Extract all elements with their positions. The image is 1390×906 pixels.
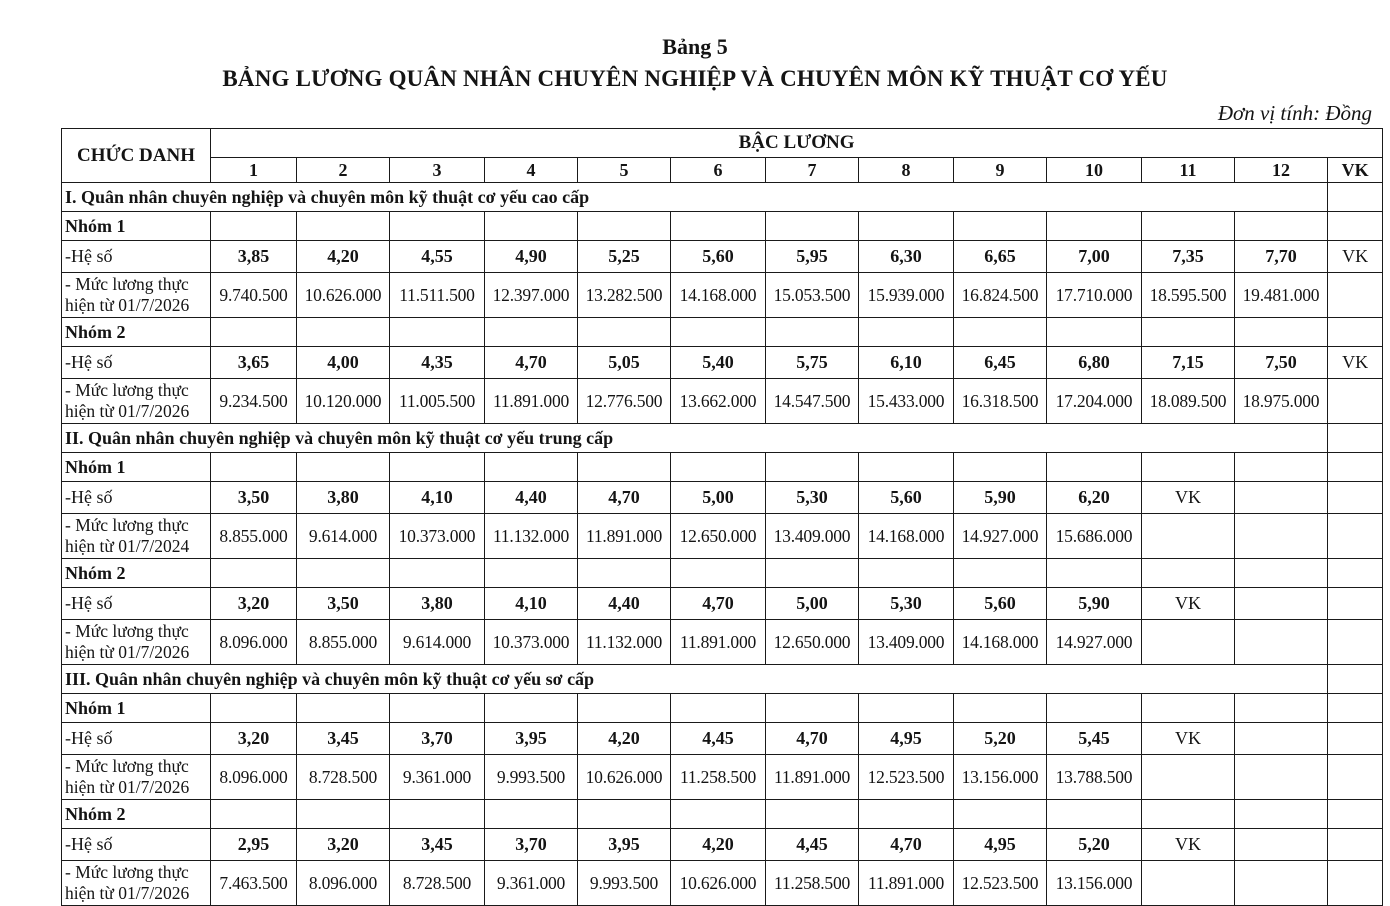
empty-cell <box>1328 694 1383 723</box>
section-row <box>62 183 1383 212</box>
empty-cell <box>297 453 390 482</box>
header-step: 2 <box>297 158 390 183</box>
coefficient-cell: VK <box>1142 723 1235 755</box>
salary-cell <box>1235 755 1328 800</box>
coefficient-cell: 3,80 <box>390 588 485 620</box>
salary-cell <box>1328 273 1383 318</box>
coefficient-cell: 5,40 <box>671 347 766 379</box>
coefficient-cell: 4,70 <box>485 347 578 379</box>
empty-cell <box>766 318 859 347</box>
salary-table <box>61 128 1383 906</box>
salary-cell: 13.409.000 <box>859 620 954 665</box>
empty-cell <box>390 800 485 829</box>
salary-cell: 13.282.500 <box>578 273 671 318</box>
empty-cell <box>211 800 297 829</box>
empty-cell <box>1047 800 1142 829</box>
empty-cell <box>1047 694 1142 723</box>
empty-cell <box>766 453 859 482</box>
coefficient-cell: 7,70 <box>1235 241 1328 273</box>
empty-cell <box>297 559 390 588</box>
salary-cell: 9.993.500 <box>578 861 671 906</box>
salary-cell: 8.728.500 <box>390 861 485 906</box>
coefficient-cell: 6,45 <box>954 347 1047 379</box>
coefficient-label: -Hệ số <box>62 829 211 861</box>
empty-cell <box>578 559 671 588</box>
salary-cell: 11.258.500 <box>766 861 859 906</box>
header-step: 12 <box>1235 158 1328 183</box>
salary-cell: 10.373.000 <box>390 514 485 559</box>
empty-cell <box>485 453 578 482</box>
empty-cell <box>1235 559 1328 588</box>
salary-cell <box>1328 620 1383 665</box>
salary-label: - Mức lương thực hiện từ 01/7/2026 <box>62 620 211 665</box>
salary-cell: 11.891.000 <box>485 379 578 424</box>
coefficient-cell: 4,70 <box>859 829 954 861</box>
salary-cell <box>1328 514 1383 559</box>
empty-cell <box>1142 694 1235 723</box>
empty-cell <box>390 694 485 723</box>
unit-note: Đơn vị tính: Đồng <box>1217 101 1372 125</box>
empty-cell <box>1328 453 1383 482</box>
coefficient-row <box>62 723 1383 755</box>
empty-cell <box>671 559 766 588</box>
coefficient-cell: 4,40 <box>578 588 671 620</box>
empty-cell <box>1142 318 1235 347</box>
coefficient-cell: 3,45 <box>390 829 485 861</box>
empty-cell <box>1328 212 1383 241</box>
empty-cell <box>485 694 578 723</box>
salary-label: - Mức lương thực hiện từ 01/7/2026 <box>62 755 211 800</box>
salary-cell: 11.132.000 <box>578 620 671 665</box>
empty-cell <box>1328 665 1383 694</box>
section-title: II. Quân nhân chuyên nghiệp và chuyên môn kỹ thuật cơ yếu trung cấp <box>62 424 1328 453</box>
coefficient-cell: 3,65 <box>211 347 297 379</box>
header-step: 1 <box>211 158 297 183</box>
salary-cell: 14.927.000 <box>954 514 1047 559</box>
empty-cell <box>859 212 954 241</box>
empty-cell <box>954 800 1047 829</box>
salary-cell: 17.710.000 <box>1047 273 1142 318</box>
salary-cell: 11.511.500 <box>390 273 485 318</box>
group-row <box>62 694 1383 723</box>
coefficient-cell: 5,75 <box>766 347 859 379</box>
coefficient-cell: 6,80 <box>1047 347 1142 379</box>
salary-cell: 12.523.500 <box>859 755 954 800</box>
coefficient-cell: 5,60 <box>859 482 954 514</box>
empty-cell <box>1142 212 1235 241</box>
header-step: 3 <box>390 158 485 183</box>
empty-cell <box>766 212 859 241</box>
empty-cell <box>766 559 859 588</box>
header-step: VK <box>1328 158 1383 183</box>
group-label: Nhóm 1 <box>62 212 211 241</box>
salary-cell: 12.776.500 <box>578 379 671 424</box>
header-step: 9 <box>954 158 1047 183</box>
salary-cell: 10.373.000 <box>485 620 578 665</box>
coefficient-cell: 5,20 <box>1047 829 1142 861</box>
empty-cell <box>578 318 671 347</box>
salary-cell: 14.927.000 <box>1047 620 1142 665</box>
table-body <box>62 183 1383 906</box>
salary-cell <box>1142 861 1235 906</box>
empty-cell <box>954 453 1047 482</box>
coefficient-cell: 3,20 <box>211 723 297 755</box>
salary-cell: 12.523.500 <box>954 861 1047 906</box>
coefficient-cell: VK <box>1328 241 1383 273</box>
coefficient-cell: 5,90 <box>954 482 1047 514</box>
coefficient-cell: 4,70 <box>671 588 766 620</box>
coefficient-cell: 4,70 <box>578 482 671 514</box>
empty-cell <box>390 212 485 241</box>
salary-cell: 9.234.500 <box>211 379 297 424</box>
salary-cell: 10.626.000 <box>671 861 766 906</box>
coefficient-cell: 5,05 <box>578 347 671 379</box>
salary-cell: 11.132.000 <box>485 514 578 559</box>
salary-cell: 14.168.000 <box>671 273 766 318</box>
coefficient-cell <box>1235 829 1328 861</box>
salary-cell <box>1235 861 1328 906</box>
salary-cell: 9.614.000 <box>390 620 485 665</box>
coefficient-cell: 5,95 <box>766 241 859 273</box>
salary-cell <box>1328 861 1383 906</box>
coefficient-cell: 4,95 <box>954 829 1047 861</box>
salary-cell: 8.855.000 <box>297 620 390 665</box>
group-label: Nhóm 1 <box>62 694 211 723</box>
section-row <box>62 424 1383 453</box>
group-row <box>62 212 1383 241</box>
salary-row <box>62 620 1383 665</box>
coefficient-cell: 3,80 <box>297 482 390 514</box>
group-row <box>62 318 1383 347</box>
salary-cell: 9.993.500 <box>485 755 578 800</box>
salary-cell <box>1328 755 1383 800</box>
coefficient-cell: 3,50 <box>211 482 297 514</box>
coefficient-label: -Hệ số <box>62 723 211 755</box>
page-title: BẢNG LƯƠNG QUÂN NHÂN CHUYÊN NGHIỆP VÀ CHUYÊN MÔN KỸ THUẬT CƠ YẾU <box>222 66 1168 91</box>
header-step: 11 <box>1142 158 1235 183</box>
coefficient-cell <box>1235 723 1328 755</box>
section-row <box>62 665 1383 694</box>
coefficient-cell: 3,70 <box>485 829 578 861</box>
salary-cell: 11.891.000 <box>578 514 671 559</box>
empty-cell <box>211 318 297 347</box>
group-row <box>62 800 1383 829</box>
empty-cell <box>766 694 859 723</box>
empty-cell <box>1328 559 1383 588</box>
salary-cell: 10.120.000 <box>297 379 390 424</box>
coefficient-cell: 4,70 <box>766 723 859 755</box>
header-step: 5 <box>578 158 671 183</box>
empty-cell <box>766 800 859 829</box>
salary-cell: 18.975.000 <box>1235 379 1328 424</box>
salary-cell: 7.463.500 <box>211 861 297 906</box>
empty-cell <box>211 694 297 723</box>
empty-cell <box>297 694 390 723</box>
coefficient-cell: VK <box>1142 829 1235 861</box>
coefficient-cell: 7,50 <box>1235 347 1328 379</box>
salary-cell: 11.258.500 <box>671 755 766 800</box>
empty-cell <box>297 318 390 347</box>
coefficient-cell: 5,00 <box>766 588 859 620</box>
salary-cell: 13.156.000 <box>1047 861 1142 906</box>
section-title: I. Quân nhân chuyên nghiệp và chuyên môn kỹ thuật cơ yếu cao cấp <box>62 183 1328 212</box>
empty-cell <box>1328 183 1383 212</box>
table-number: Bảng 5 <box>662 34 728 59</box>
header-step: 7 <box>766 158 859 183</box>
salary-cell: 8.096.000 <box>211 620 297 665</box>
coefficient-cell: 6,20 <box>1047 482 1142 514</box>
coefficient-cell: 4,45 <box>671 723 766 755</box>
coefficient-cell: VK <box>1142 482 1235 514</box>
coefficient-cell: 5,90 <box>1047 588 1142 620</box>
empty-cell <box>1235 453 1328 482</box>
salary-cell <box>1142 514 1235 559</box>
salary-cell: 19.481.000 <box>1235 273 1328 318</box>
empty-cell <box>859 559 954 588</box>
empty-cell <box>1047 318 1142 347</box>
coefficient-cell: 3,95 <box>578 829 671 861</box>
salary-cell: 10.626.000 <box>297 273 390 318</box>
coefficient-cell: VK <box>1142 588 1235 620</box>
coefficient-cell <box>1328 482 1383 514</box>
coefficient-cell: 5,60 <box>954 588 1047 620</box>
empty-cell <box>671 800 766 829</box>
group-row <box>62 559 1383 588</box>
coefficient-label: -Hệ số <box>62 588 211 620</box>
salary-cell: 9.361.000 <box>390 755 485 800</box>
coefficient-cell: 4,20 <box>578 723 671 755</box>
salary-cell: 12.397.000 <box>485 273 578 318</box>
empty-cell <box>390 559 485 588</box>
coefficient-cell: 4,90 <box>485 241 578 273</box>
coefficient-label: -Hệ số <box>62 241 211 273</box>
coefficient-cell: 5,00 <box>671 482 766 514</box>
coefficient-cell: 3,70 <box>390 723 485 755</box>
coefficient-cell: 5,45 <box>1047 723 1142 755</box>
salary-cell: 15.686.000 <box>1047 514 1142 559</box>
empty-cell <box>1142 559 1235 588</box>
coefficient-cell: 5,25 <box>578 241 671 273</box>
empty-cell <box>578 453 671 482</box>
coefficient-cell: 4,45 <box>766 829 859 861</box>
salary-label: - Mức lương thực hiện từ 01/7/2024 <box>62 514 211 559</box>
coefficient-cell: 3,85 <box>211 241 297 273</box>
salary-cell: 9.361.000 <box>485 861 578 906</box>
salary-cell: 9.614.000 <box>297 514 390 559</box>
group-row <box>62 453 1383 482</box>
empty-cell <box>578 212 671 241</box>
empty-cell <box>211 453 297 482</box>
section-title: III. Quân nhân chuyên nghiệp và chuyên môn kỹ thuật cơ yếu sơ cấp <box>62 665 1328 694</box>
salary-cell: 11.891.000 <box>766 755 859 800</box>
coefficient-cell: 7,15 <box>1142 347 1235 379</box>
salary-cell: 14.168.000 <box>954 620 1047 665</box>
coefficient-row <box>62 347 1383 379</box>
empty-cell <box>859 694 954 723</box>
salary-row <box>62 514 1383 559</box>
salary-cell <box>1328 379 1383 424</box>
empty-cell <box>1235 694 1328 723</box>
coefficient-cell: 3,20 <box>297 829 390 861</box>
salary-cell: 13.409.000 <box>766 514 859 559</box>
empty-cell <box>954 694 1047 723</box>
empty-cell <box>485 212 578 241</box>
coefficient-cell: 5,30 <box>766 482 859 514</box>
salary-cell: 18.089.500 <box>1142 379 1235 424</box>
salary-cell: 15.433.000 <box>859 379 954 424</box>
empty-cell <box>485 800 578 829</box>
empty-cell <box>671 318 766 347</box>
coefficient-cell: 4,20 <box>297 241 390 273</box>
header-step: 8 <box>859 158 954 183</box>
coefficient-cell: 5,20 <box>954 723 1047 755</box>
empty-cell <box>390 318 485 347</box>
coefficient-label: -Hệ số <box>62 482 211 514</box>
empty-cell <box>390 453 485 482</box>
salary-cell <box>1235 514 1328 559</box>
coefficient-cell: 5,30 <box>859 588 954 620</box>
coefficient-row <box>62 482 1383 514</box>
coefficient-cell: 4,55 <box>390 241 485 273</box>
empty-cell <box>1047 212 1142 241</box>
coefficient-cell: 3,45 <box>297 723 390 755</box>
coefficient-cell: 4,35 <box>390 347 485 379</box>
empty-cell <box>954 212 1047 241</box>
coefficient-cell: 4,00 <box>297 347 390 379</box>
coefficient-cell: 4,40 <box>485 482 578 514</box>
header-chuc-danh: CHỨC DANH <box>62 129 211 183</box>
coefficient-cell: 2,95 <box>211 829 297 861</box>
coefficient-cell <box>1235 482 1328 514</box>
salary-cell: 8.855.000 <box>211 514 297 559</box>
salary-label: - Mức lương thực hiện từ 01/7/2026 <box>62 861 211 906</box>
empty-cell <box>297 212 390 241</box>
salary-cell: 8.096.000 <box>211 755 297 800</box>
salary-label: - Mức lương thực hiện từ 01/7/2026 <box>62 379 211 424</box>
salary-cell: 8.728.500 <box>297 755 390 800</box>
salary-cell: 16.318.500 <box>954 379 1047 424</box>
salary-row <box>62 273 1383 318</box>
coefficient-cell <box>1328 588 1383 620</box>
empty-cell <box>671 212 766 241</box>
salary-cell: 10.626.000 <box>578 755 671 800</box>
coefficient-row <box>62 829 1383 861</box>
salary-cell <box>1142 755 1235 800</box>
salary-cell: 16.824.500 <box>954 273 1047 318</box>
salary-row <box>62 861 1383 906</box>
salary-cell: 17.204.000 <box>1047 379 1142 424</box>
empty-cell <box>578 800 671 829</box>
coefficient-cell: 7,35 <box>1142 241 1235 273</box>
coefficient-cell: 7,00 <box>1047 241 1142 273</box>
empty-cell <box>1235 800 1328 829</box>
group-label: Nhóm 1 <box>62 453 211 482</box>
empty-cell <box>1235 318 1328 347</box>
empty-cell <box>954 318 1047 347</box>
salary-cell: 8.096.000 <box>297 861 390 906</box>
salary-cell <box>1142 620 1235 665</box>
coefficient-cell: 3,50 <box>297 588 390 620</box>
salary-cell: 11.891.000 <box>671 620 766 665</box>
salary-cell: 9.740.500 <box>211 273 297 318</box>
coefficient-cell: 3,95 <box>485 723 578 755</box>
salary-cell: 14.547.500 <box>766 379 859 424</box>
salary-cell: 13.156.000 <box>954 755 1047 800</box>
empty-cell <box>1142 800 1235 829</box>
salary-cell: 15.053.500 <box>766 273 859 318</box>
coefficient-cell: 6,65 <box>954 241 1047 273</box>
empty-cell <box>671 694 766 723</box>
empty-cell <box>1328 800 1383 829</box>
coefficient-cell: 6,10 <box>859 347 954 379</box>
empty-cell <box>211 559 297 588</box>
salary-cell <box>1235 620 1328 665</box>
header-bac-luong: BẬC LƯƠNG <box>211 129 1383 158</box>
empty-cell <box>859 453 954 482</box>
empty-cell <box>1142 453 1235 482</box>
salary-cell: 13.788.500 <box>1047 755 1142 800</box>
salary-cell: 15.939.000 <box>859 273 954 318</box>
empty-cell <box>1328 318 1383 347</box>
salary-row <box>62 755 1383 800</box>
salary-cell: 11.005.500 <box>390 379 485 424</box>
coefficient-cell: 5,60 <box>671 241 766 273</box>
group-label: Nhóm 2 <box>62 800 211 829</box>
coefficient-row <box>62 241 1383 273</box>
empty-cell <box>1047 559 1142 588</box>
empty-cell <box>485 318 578 347</box>
salary-cell: 18.595.500 <box>1142 273 1235 318</box>
coefficient-cell: VK <box>1328 347 1383 379</box>
empty-cell <box>578 694 671 723</box>
salary-cell: 12.650.000 <box>766 620 859 665</box>
coefficient-cell: 4,10 <box>485 588 578 620</box>
group-label: Nhóm 2 <box>62 318 211 347</box>
salary-cell: 13.662.000 <box>671 379 766 424</box>
coefficient-cell: 3,20 <box>211 588 297 620</box>
empty-cell <box>859 318 954 347</box>
coefficient-cell <box>1235 588 1328 620</box>
empty-cell <box>859 800 954 829</box>
coefficient-cell: 6,30 <box>859 241 954 273</box>
coefficient-label: -Hệ số <box>62 347 211 379</box>
empty-cell <box>1328 424 1383 453</box>
empty-cell <box>211 212 297 241</box>
group-label: Nhóm 2 <box>62 559 211 588</box>
empty-cell <box>297 800 390 829</box>
salary-row <box>62 379 1383 424</box>
salary-label: - Mức lương thực hiện từ 01/7/2026 <box>62 273 211 318</box>
header-step: 6 <box>671 158 766 183</box>
coefficient-cell <box>1328 829 1383 861</box>
salary-cell: 11.891.000 <box>859 861 954 906</box>
salary-cell: 14.168.000 <box>859 514 954 559</box>
coefficient-cell <box>1328 723 1383 755</box>
empty-cell <box>485 559 578 588</box>
empty-cell <box>1047 453 1142 482</box>
coefficient-row <box>62 588 1383 620</box>
header-step: 10 <box>1047 158 1142 183</box>
header-step: 4 <box>485 158 578 183</box>
empty-cell <box>1235 212 1328 241</box>
coefficient-cell: 4,10 <box>390 482 485 514</box>
salary-cell: 12.650.000 <box>671 514 766 559</box>
coefficient-cell: 4,20 <box>671 829 766 861</box>
empty-cell <box>671 453 766 482</box>
empty-cell <box>954 559 1047 588</box>
coefficient-cell: 4,95 <box>859 723 954 755</box>
